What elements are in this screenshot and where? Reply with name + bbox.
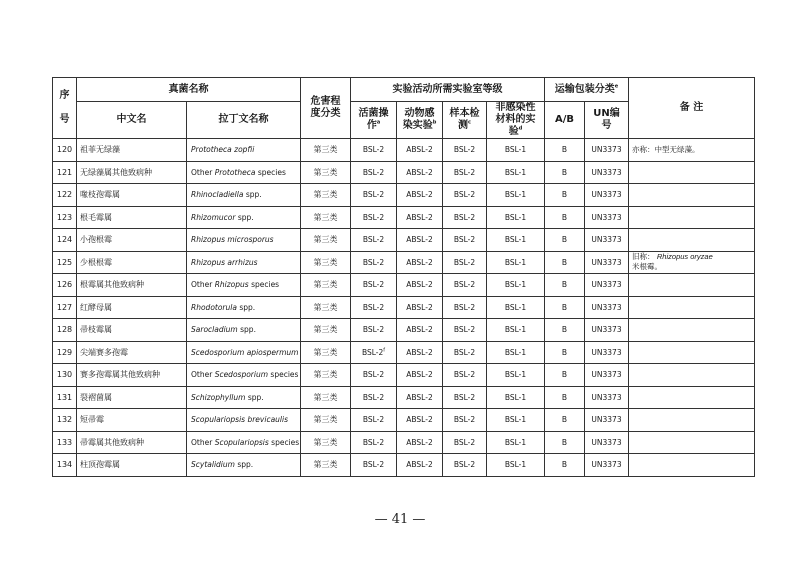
table-row — [53, 274, 755, 297]
un-number-cell: UN3373 — [585, 364, 629, 387]
header-animal-infection: 动物感染实验$^b$ — [397, 102, 443, 139]
transport-ab-cell: B — [545, 364, 585, 387]
row-number: 134 — [53, 454, 77, 477]
sample-level-cell: BSL-2 — [443, 454, 487, 477]
remark-cell — [629, 319, 755, 342]
noninfectious-level-cell: BSL-1 — [487, 431, 545, 454]
noninfectious-level-cell: BSL-1 — [487, 386, 545, 409]
table-row — [53, 161, 755, 184]
latin-name-cell: Rhizopus microsporus — [187, 229, 301, 252]
hazard-class-cell: 第三类 — [301, 229, 351, 252]
animal-level-cell: ABSL-2 — [397, 364, 443, 387]
animal-level-cell: ABSL-2 — [397, 386, 443, 409]
animal-level-cell: ABSL-2 — [397, 409, 443, 432]
remark-cell — [629, 364, 755, 387]
header-hazard: 危害程度分类 — [301, 78, 351, 139]
noninfectious-level-cell: BSL-1 — [487, 251, 545, 274]
noninfectious-level-cell: BSL-1 — [487, 409, 545, 432]
latin-name-cell: Sarocladium spp. — [187, 319, 301, 342]
noninfectious-level-cell: BSL-1 — [487, 206, 545, 229]
chinese-name-cell: 根毛霉属 — [77, 206, 187, 229]
transport-ab-cell: B — [545, 229, 585, 252]
chinese-name-cell: 短帚霉 — [77, 409, 187, 432]
row-number: 128 — [53, 319, 77, 342]
hazard-class-cell: 第三类 — [301, 364, 351, 387]
sample-level-cell: BSL-2 — [443, 319, 487, 342]
un-number-cell: UN3373 — [585, 206, 629, 229]
sample-level-cell: BSL-2 — [443, 139, 487, 162]
transport-ab-cell: B — [545, 296, 585, 319]
table-row — [53, 409, 755, 432]
animal-level-cell: ABSL-2 — [397, 454, 443, 477]
noninfectious-level-cell: BSL-1 — [487, 184, 545, 207]
hazard-class-cell: 第三类 — [301, 139, 351, 162]
transport-ab-cell: B — [545, 184, 585, 207]
remark-cell — [629, 431, 755, 454]
un-number-cell: UN3373 — [585, 274, 629, 297]
animal-level-cell: ABSL-2 — [397, 319, 443, 342]
cultivation-level-cell: BSL-2 — [351, 319, 397, 342]
cultivation-level-cell: BSL-2 — [351, 161, 397, 184]
un-number-cell: UN3373 — [585, 296, 629, 319]
sample-level-cell: BSL-2 — [443, 364, 487, 387]
remark-cell — [629, 386, 755, 409]
animal-level-cell: ABSL-2 — [397, 184, 443, 207]
chinese-name-cell: 祖菲无绿藻 — [77, 139, 187, 162]
row-number: 130 — [53, 364, 77, 387]
header-fungi-name: 真菌名称 — [77, 78, 301, 102]
noninfectious-level-cell: BSL-1 — [487, 229, 545, 252]
header-lab-level: 实验活动所需实验室等级 — [351, 78, 545, 102]
hazard-class-cell: 第三类 — [301, 206, 351, 229]
cultivation-level-cell: BSL-2 — [351, 296, 397, 319]
transport-ab-cell: B — [545, 319, 585, 342]
chinese-name-cell: 少根根霉 — [77, 251, 187, 274]
sample-level-cell: BSL-2 — [443, 386, 487, 409]
latin-name-cell: Other Scopulariopsis species — [187, 431, 301, 454]
table-row — [53, 184, 755, 207]
un-number-cell: UN3373 — [585, 319, 629, 342]
transport-ab-cell: B — [545, 341, 585, 364]
cultivation-level-cell: BSL-2 — [351, 139, 397, 162]
header-ab: A/B — [545, 102, 585, 139]
cultivation-level-cell: BSL-2 — [351, 409, 397, 432]
chinese-name-cell: 喙枝孢霉属 — [77, 184, 187, 207]
hazard-class-cell: 第三类 — [301, 409, 351, 432]
chinese-name-cell: 根霉属其他致病种 — [77, 274, 187, 297]
chinese-name-cell: 小孢根霉 — [77, 229, 187, 252]
cultivation-level-cell: BSL-2 — [351, 206, 397, 229]
hazard-class-cell: 第三类 — [301, 386, 351, 409]
hazard-class-cell: 第三类 — [301, 251, 351, 274]
animal-level-cell: ABSL-2 — [397, 229, 443, 252]
transport-ab-cell: B — [545, 431, 585, 454]
cultivation-level-cell: BSL-2 — [351, 454, 397, 477]
cultivation-level-cell: BSL-2 — [351, 431, 397, 454]
un-number-cell: UN3373 — [585, 251, 629, 274]
noninfectious-level-cell: BSL-1 — [487, 139, 545, 162]
chinese-name-cell: 柱顶孢霉属 — [77, 454, 187, 477]
hazard-class-cell: 第三类 — [301, 274, 351, 297]
noninfectious-level-cell: BSL-1 — [487, 161, 545, 184]
sample-level-cell: BSL-2 — [443, 431, 487, 454]
remark-cell — [629, 274, 755, 297]
noninfectious-level-cell: BSL-1 — [487, 341, 545, 364]
remark-cell — [629, 454, 755, 477]
chinese-name-cell: 无绿藻属其他致病种 — [77, 161, 187, 184]
un-number-cell: UN3373 — [585, 139, 629, 162]
row-number: 126 — [53, 274, 77, 297]
latin-name-cell: Scytalidium spp. — [187, 454, 301, 477]
un-number-cell: UN3373 — [585, 341, 629, 364]
latin-name-cell: Schizophyllum spp. — [187, 386, 301, 409]
hazard-class-cell: 第三类 — [301, 341, 351, 364]
transport-ab-cell: B — [545, 454, 585, 477]
header-un: UN编号 — [585, 102, 629, 139]
header-noninfectious: 非感染性材料的实验$^d$ — [487, 102, 545, 139]
transport-ab-cell: B — [545, 386, 585, 409]
row-number: 133 — [53, 431, 77, 454]
transport-ab-cell: B — [545, 409, 585, 432]
hazard-class-cell: 第三类 — [301, 184, 351, 207]
table-row — [53, 139, 755, 162]
latin-name-cell: Other Prototheca species — [187, 161, 301, 184]
noninfectious-level-cell: BSL-1 — [487, 319, 545, 342]
row-number: 124 — [53, 229, 77, 252]
header-cultivation: 活菌操作$^a$ — [351, 102, 397, 139]
noninfectious-level-cell: BSL-1 — [487, 364, 545, 387]
noninfectious-level-cell: BSL-1 — [487, 296, 545, 319]
table-row — [53, 319, 755, 342]
transport-ab-cell: B — [545, 139, 585, 162]
un-number-cell: UN3373 — [585, 161, 629, 184]
sample-level-cell: BSL-2 — [443, 251, 487, 274]
transport-ab-cell: B — [545, 161, 585, 184]
table-row — [53, 454, 755, 477]
latin-name-cell: Rhizomucor spp. — [187, 206, 301, 229]
chinese-name-cell: 尖端赛多孢霉 — [77, 341, 187, 364]
un-number-cell: UN3373 — [585, 409, 629, 432]
latin-name-cell: Scopulariopsis brevicaulis — [187, 409, 301, 432]
remark-cell — [629, 184, 755, 207]
animal-level-cell: ABSL-2 — [397, 274, 443, 297]
sample-level-cell: BSL-2 — [443, 274, 487, 297]
sample-level-cell: BSL-2 — [443, 341, 487, 364]
row-number: 132 — [53, 409, 77, 432]
transport-ab-cell: B — [545, 274, 585, 297]
row-number: 129 — [53, 341, 77, 364]
row-number: 121 — [53, 161, 77, 184]
cultivation-level-cell: BSL-2 — [351, 251, 397, 274]
page-number: — 41 — — [374, 512, 426, 527]
sample-level-cell: BSL-2 — [443, 409, 487, 432]
header-sample-testing: 样本检测$^c$ — [443, 102, 487, 139]
animal-level-cell: ABSL-2 — [397, 139, 443, 162]
hazard-class-cell: 第三类 — [301, 296, 351, 319]
hazard-class-cell: 第三类 — [301, 161, 351, 184]
remark-cell: 旧称： Rhizopus oryzae 米根霉。 — [629, 251, 755, 274]
animal-level-cell: ABSL-2 — [397, 251, 443, 274]
table-row — [53, 296, 755, 319]
sample-level-cell: BSL-2 — [443, 229, 487, 252]
table-row — [53, 364, 755, 387]
table-row — [53, 431, 755, 454]
table-row — [53, 251, 755, 274]
header-seq: 序 号 — [53, 78, 77, 139]
latin-name-cell: Other Rhizopus species — [187, 274, 301, 297]
row-number: 125 — [53, 251, 77, 274]
row-number: 122 — [53, 184, 77, 207]
animal-level-cell: ABSL-2 — [397, 296, 443, 319]
latin-name-cell: Other Scedosporium species — [187, 364, 301, 387]
hazard-class-cell: 第三类 — [301, 431, 351, 454]
remark-cell — [629, 296, 755, 319]
row-number: 127 — [53, 296, 77, 319]
un-number-cell: UN3373 — [585, 229, 629, 252]
cultivation-level-cell: BSL-2 — [351, 364, 397, 387]
sample-level-cell: BSL-2 — [443, 161, 487, 184]
remark-cell — [629, 409, 755, 432]
hazard-class-cell: 第三类 — [301, 454, 351, 477]
table-row — [53, 386, 755, 409]
remark-cell — [629, 206, 755, 229]
animal-level-cell: ABSL-2 — [397, 206, 443, 229]
latin-name-cell: Rhinocladiella spp. — [187, 184, 301, 207]
sample-level-cell: BSL-2 — [443, 184, 487, 207]
remark-cell — [629, 161, 755, 184]
sample-level-cell: BSL-2 — [443, 296, 487, 319]
latin-name-cell: Prototheca zopfii — [187, 139, 301, 162]
chinese-name-cell: 帚霉属其他致病种 — [77, 431, 187, 454]
latin-name-cell: Scedosporium apiospermum — [187, 341, 301, 364]
noninfectious-level-cell: BSL-1 — [487, 274, 545, 297]
cultivation-level-cell: BSL-2$^f$ — [351, 341, 397, 364]
remark-cell — [629, 341, 755, 364]
cultivation-level-cell: BSL-2 — [351, 184, 397, 207]
latin-name-cell: Rhizopus arrhizus — [187, 251, 301, 274]
table-row — [53, 206, 755, 229]
remark-cell — [629, 229, 755, 252]
chinese-name-cell: 帚枝霉属 — [77, 319, 187, 342]
row-number: 131 — [53, 386, 77, 409]
fungi-classification-table — [52, 77, 755, 477]
chinese-name-cell: 红酵母属 — [77, 296, 187, 319]
cultivation-level-cell: BSL-2 — [351, 274, 397, 297]
latin-name-cell: Rhodotorula spp. — [187, 296, 301, 319]
row-number: 123 — [53, 206, 77, 229]
transport-ab-cell: B — [545, 206, 585, 229]
animal-level-cell: ABSL-2 — [397, 431, 443, 454]
un-number-cell: UN3373 — [585, 386, 629, 409]
transport-ab-cell: B — [545, 251, 585, 274]
header-latin-name: 拉丁文名称 — [187, 102, 301, 139]
row-number: 120 — [53, 139, 77, 162]
un-number-cell: UN3373 — [585, 431, 629, 454]
cultivation-level-cell: BSL-2 — [351, 229, 397, 252]
chinese-name-cell: 裂褶菌属 — [77, 386, 187, 409]
un-number-cell: UN3373 — [585, 184, 629, 207]
animal-level-cell: ABSL-2 — [397, 161, 443, 184]
noninfectious-level-cell: BSL-1 — [487, 454, 545, 477]
hazard-class-cell: 第三类 — [301, 319, 351, 342]
table-row — [53, 229, 755, 252]
animal-level-cell: ABSL-2 — [397, 341, 443, 364]
remark-cell: 亦称：中型无绿藻。 — [629, 139, 755, 162]
header-transport: 运输包装分类$^e$ — [545, 78, 629, 102]
chinese-name-cell: 赛多孢霉属其他致病种 — [77, 364, 187, 387]
table-row — [53, 341, 755, 364]
header-remarks: 备 注 — [629, 78, 755, 139]
un-number-cell: UN3373 — [585, 454, 629, 477]
cultivation-level-cell: BSL-2 — [351, 386, 397, 409]
sample-level-cell: BSL-2 — [443, 206, 487, 229]
header-chinese-name: 中文名 — [77, 102, 187, 139]
